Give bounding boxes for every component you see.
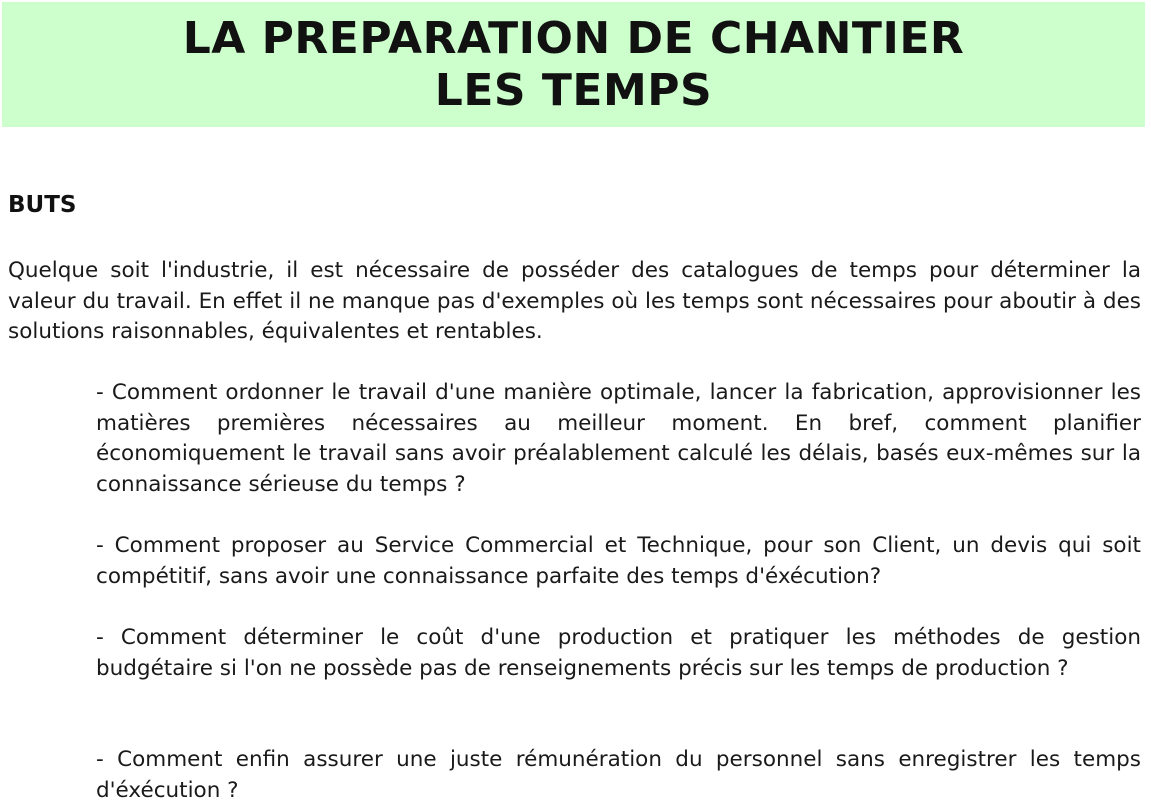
intro-paragraph: Quelque soit l'industrie, il est nécessaire de posséder des catalogues de temps pour déterminer la valeur du travail. En effet il ne manque pas d'exemples où les temps sont nécessaires pour aboutir à des solutions raisonnables, équivalentes et rentables. [8,258,1141,344]
title-banner [2,2,1145,127]
page-title-line-1: LA PREPARATION DE CHANTIER [182,12,965,64]
bullet-paragraph: - Comment ordonner le travail d'une manière optimale, lancer la fabrication, approvisionner les matières premières nécessaires au meilleur moment. En bref, comment planifier économiquement le travail sans avoir préalablement calculé les délais, basés eux-mêmes sur la connaissance sérieuse du temps ? [96,380,1141,497]
bullet-paragraph: - Comment proposer au Service Commercial et Technique, pour son Client, un devis qui soit compétitif, sans avoir une connaissance parfaite des temps d'éxécution? [96,533,1141,589]
section-heading: BUTS [8,192,77,218]
bullet-paragraph: - Comment déterminer le coût d'une production et pratiquer les méthodes de gestion budgétaire si l'on ne possède pas de renseignements précis sur les temps de production ? [96,625,1141,681]
page-title-line-2: LES TEMPS [434,64,713,116]
bullet-paragraph: - Comment enfin assurer une juste rémunération du personnel sans enregistrer les temps d'éxécution ? [96,747,1141,803]
